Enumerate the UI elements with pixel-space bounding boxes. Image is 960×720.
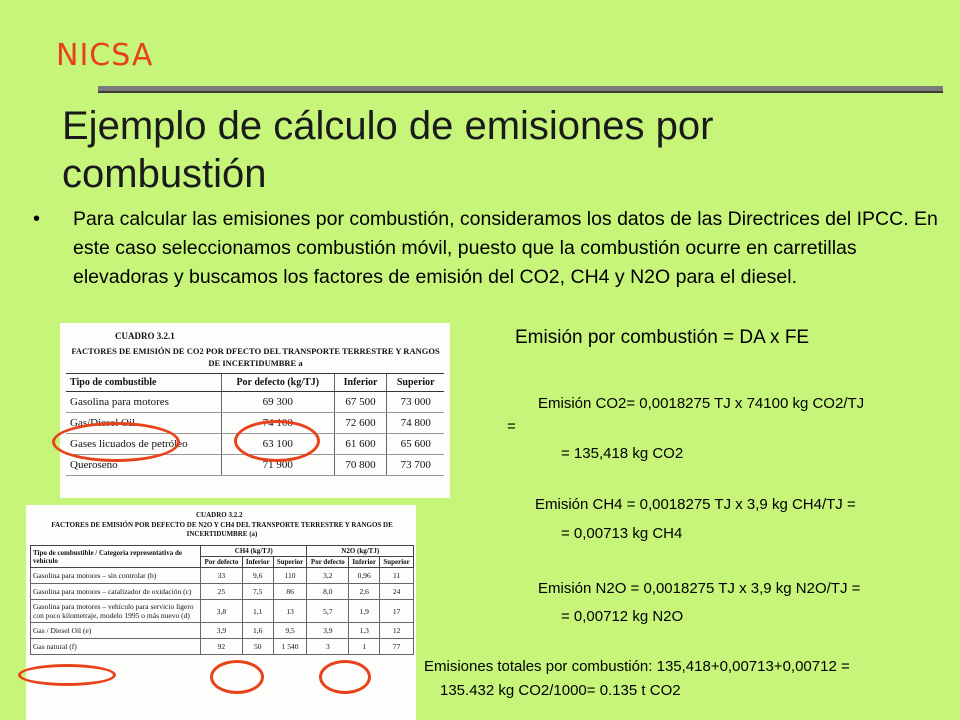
table-cell: 3,8 (201, 600, 243, 623)
table-cell: 74 800 (387, 413, 444, 434)
table1-header-upper: Superior (387, 374, 444, 392)
table-cell: 61 600 (334, 434, 387, 455)
total-calc-line: Emisiones totales por combustión: 135,418+0,00713+0,00712 = (424, 658, 850, 675)
table-cell: 3 (307, 639, 349, 655)
table1-caption-title: FACTORES DE EMISIÓN DE CO2 POR DFECTO DEL TRANSPORTE TERRESTRE Y RANGOS DE INCERTIDUMBRE a (71, 346, 440, 368)
table2-header-fuel: Tipo de combustible / Categoría representativa de vehículo (31, 546, 201, 568)
table-cell: 5,7 (307, 600, 349, 623)
table2-sub-lower: Inferior (349, 557, 380, 568)
table-cell: 72 600 (334, 413, 387, 434)
table-cell: Gas natural (f) (31, 639, 201, 655)
table-cell: 65 600 (387, 434, 444, 455)
table-cell: 7,5 (242, 584, 273, 600)
table-cell: 33 (201, 568, 243, 584)
table-cell: 12 (380, 623, 414, 639)
table-cell: Gas / Diesel Oil (e) (31, 623, 201, 639)
table-row (31, 639, 414, 655)
table-cell: 110 (273, 568, 307, 584)
table-cell: 63 100 (221, 434, 334, 455)
table-cell: Gasolina para motores – vehículo para servicio ligero con poco kilometraje, modelo 1995 o más nuevo (d) (31, 600, 201, 623)
title-rule (98, 86, 943, 93)
co2-emission-table (60, 323, 450, 498)
table-cell: 1,6 (242, 623, 273, 639)
table-cell: 24 (380, 584, 414, 600)
bullet-marker: • (33, 208, 41, 230)
table-row (31, 568, 414, 584)
highlight-ring-diesel-ch4 (210, 660, 264, 694)
table-row (31, 623, 414, 639)
table-row (31, 584, 414, 600)
table-cell: 2,6 (349, 584, 380, 600)
n2o-calc-result: = 0,00712 kg N2O (561, 608, 684, 625)
table-cell: 73 700 (387, 455, 444, 476)
table-cell: 50 (242, 639, 273, 655)
table-cell: 9,6 (242, 568, 273, 584)
table2-header-ch4: CH4 (kg/TJ) (201, 546, 307, 557)
table-cell: 71 900 (221, 455, 334, 476)
highlight-ring-diesel-co2 (234, 420, 320, 462)
table-cell: 67 500 (334, 392, 387, 413)
table1-header-lower: Inferior (334, 374, 387, 392)
page-title: Ejemplo de cálculo de emisiones por combustión (62, 104, 714, 196)
n2o-calc-line: Emisión N2O = 0,0018275 TJ x 3,9 kg N2O/TJ = (538, 580, 861, 597)
table-cell: 3,9 (201, 623, 243, 639)
table1-header-fuel: Tipo de combustible (66, 374, 221, 392)
table-cell: 3,2 (307, 568, 349, 584)
table2-header-row (31, 546, 414, 557)
logo: NICSA (56, 38, 154, 73)
co2-calc-equals: = (507, 418, 516, 435)
table-cell: 69 300 (221, 392, 334, 413)
table2-caption-title: FACTORES DE EMISIÓN POR DEFECTO DE N2O Y CH4 DEL TRANSPORTE TERRESTRE Y RANGOS DE INCERTIDUMBRE (a) (51, 521, 393, 538)
table-cell: 8,0 (307, 584, 349, 600)
table-cell: 9,5 (273, 623, 307, 639)
table-row (66, 392, 444, 413)
table1-caption-number: CUADRO 3.2.1 (115, 331, 175, 341)
table-cell: 3,9 (307, 623, 349, 639)
table-row (31, 600, 414, 623)
highlight-ring-diesel-label (52, 422, 180, 462)
table-cell: 0,96 (349, 568, 380, 584)
co2-calc-result: = 135,418 kg CO2 (561, 445, 684, 462)
table-cell: 74 100 (221, 413, 334, 434)
highlight-ring-diesel-n2o (319, 660, 371, 694)
emission-formula: Emisión por combustión = DA x FE (515, 327, 810, 348)
table-cell: 73 000 (387, 392, 444, 413)
table2-sub-default: Por defecto (201, 557, 243, 568)
table-cell: Gasolina para motores – catalizador de oxidación (c) (31, 584, 201, 600)
co2-calc-line: Emisión CO2= 0,0018275 TJ x 74100 kg CO2/TJ (538, 395, 865, 412)
bullet-text: Para calcular las emisiones por combustión, consideramos los datos de las Directrices del IPCC. En este caso seleccionamos combustión móvil, puesto que la combustión ocurre en carretillas elevadoras y buscamos los factores de emisión del CO2, CH4 y N2O para el diesel. (73, 208, 938, 288)
table-cell: Gasolina para motores – sin controlar (b) (31, 568, 201, 584)
table2-sub-upper: Superior (273, 557, 307, 568)
table-cell: 11 (380, 568, 414, 584)
table-cell: Gases licuados de petróleo (66, 434, 221, 455)
table2-sub-default: Por defecto (307, 557, 349, 568)
table2-caption-number: CUADRO 3.2.2 (196, 511, 243, 519)
table-cell: 70 800 (334, 455, 387, 476)
table-cell: 92 (201, 639, 243, 655)
table2-grid (30, 545, 414, 655)
table-cell: Gas/Diesel Oil (66, 413, 221, 434)
table-cell: 77 (380, 639, 414, 655)
table-cell: 17 (380, 600, 414, 623)
table1-header-row (66, 374, 444, 392)
table2-sub-lower: Inferior (242, 557, 273, 568)
table-cell: 1,1 (242, 600, 273, 623)
table2-header-n2o: N2O (kg/TJ) (307, 546, 414, 557)
table-cell: 25 (201, 584, 243, 600)
table-cell: 1 540 (273, 639, 307, 655)
table2-sub-upper: Superior (380, 557, 414, 568)
ch4-calc-line: Emisión CH4 = 0,0018275 TJ x 3,9 kg CH4/TJ = (535, 496, 856, 513)
table-cell: 1,3 (349, 623, 380, 639)
ch4-calc-result: = 0,00713 kg CH4 (561, 525, 683, 542)
table-cell: 13 (273, 600, 307, 623)
total-calc-result: 135.432 kg CO2/1000= 0.135 t CO2 (440, 682, 681, 699)
table-cell: 1,9 (349, 600, 380, 623)
table1-header-default: Por defecto (kg/TJ) (221, 374, 334, 392)
table-cell: Queroseno (66, 455, 221, 476)
table-cell: 86 (273, 584, 307, 600)
highlight-ring-diesel-label-2 (18, 664, 116, 686)
table-cell: 1 (349, 639, 380, 655)
table-cell: Gasolina para motores (66, 392, 221, 413)
